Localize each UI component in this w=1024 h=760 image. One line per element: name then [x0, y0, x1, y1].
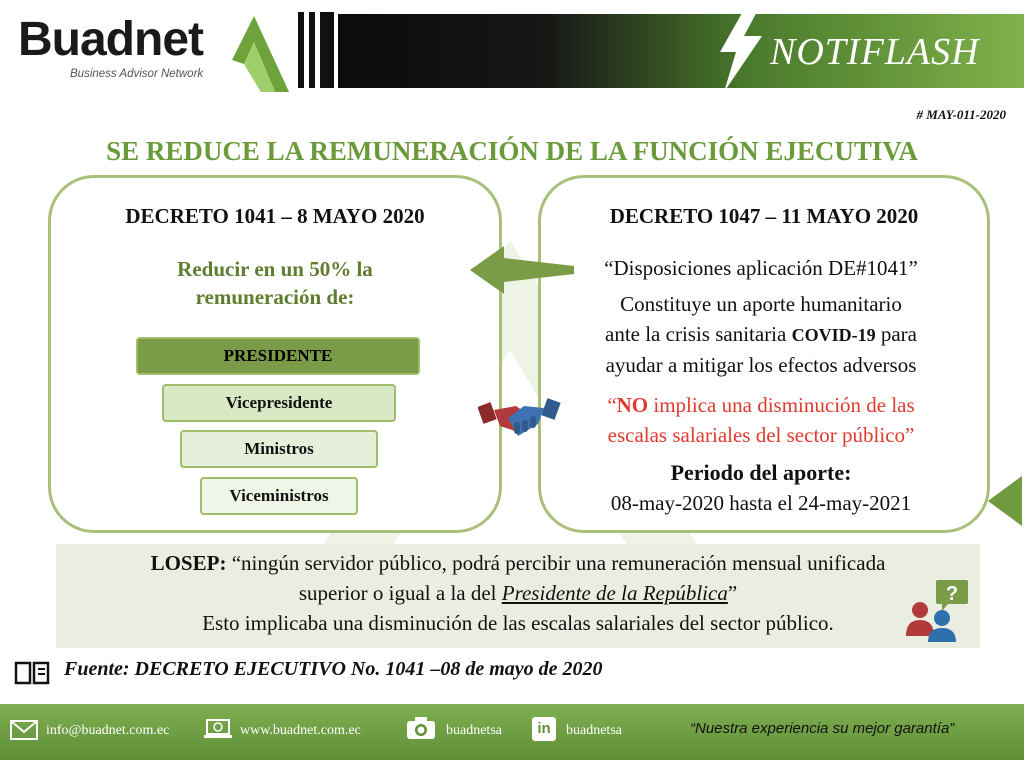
covid-label: COVID-19: [791, 325, 876, 345]
handshake-icon: [478, 392, 562, 444]
mail-icon: [10, 720, 38, 740]
humanitarian-contribution-text: [540, 289, 982, 380]
logo-subtitle: Business Advisor Network: [70, 68, 204, 80]
losep-president-reference: Presidente de la República: [501, 581, 728, 605]
tier-viceministros: Viceministros: [200, 477, 358, 515]
document-number: # MAY-011-2020: [916, 107, 1006, 122]
footer-instagram[interactable]: buadnetsa: [446, 723, 502, 738]
tier-vicepresidente: Vicepresidente: [162, 384, 396, 422]
contribution-period: [540, 458, 982, 518]
tier-presidente: PRESIDENTE: [136, 337, 420, 375]
footer-tagline: “Nuestra experiencia su mejor garantía”: [690, 720, 955, 737]
book-icon: [14, 660, 50, 686]
no-statement-line-1: implica una disminución de las: [648, 393, 915, 417]
contribution-line-1: Constituye un aporte humanitario: [620, 292, 902, 316]
decree-1041-title: DECRETO 1041 – 8 MAYO 2020: [125, 204, 425, 228]
no-quote-open: “: [607, 393, 617, 417]
losep-quote-line-1: “ningún servidor público, podrá percibir una remuneración mensual unificada: [226, 551, 886, 575]
reduction-line-1: Reducir en un 50% la: [177, 257, 373, 281]
contribution-line-2a: ante la crisis sanitaria: [605, 322, 792, 346]
reduction-text: [110, 255, 440, 311]
web-icon: [204, 718, 232, 740]
losep-quote-line-2a: superior o igual a la del: [298, 581, 502, 605]
contribution-line-2: [540, 319, 982, 350]
no-statement-line-2: escalas salariales del sector público”: [607, 423, 915, 447]
contribution-line-3: ayudar a mitigar los efectos adversos: [605, 353, 917, 377]
svg-text:?: ?: [945, 583, 959, 605]
period-value: 08-may-2020 hasta el 24-may-2021: [610, 491, 912, 515]
banner-title: NOTIFLASH: [770, 31, 980, 73]
no-word: NO: [616, 393, 649, 417]
question-people-icon: [906, 580, 972, 642]
tier-ministros: Ministros: [180, 430, 378, 468]
source-citation: Fuente: DECRETO EJECUTIVO No. 1041 –08 de mayo de 2020: [64, 658, 603, 680]
disposiciones-text: “Disposiciones aplicación DE#1041”: [604, 256, 918, 280]
main-title: SE REDUCE LA REMUNERACIÓN DE LA FUNCIÓN EJECUTIVA: [106, 136, 918, 166]
period-label: Periodo del aporte:: [670, 460, 852, 485]
losep-text: [56, 548, 980, 638]
decree-1047-title: DECRETO 1047 – 11 MAYO 2020: [609, 204, 919, 228]
arrow-right-icon: [988, 476, 1024, 526]
losep-label: LOSEP:: [150, 551, 227, 575]
camera-icon: [406, 716, 436, 740]
footer-email[interactable]: info@buadnet.com.ec: [46, 723, 170, 738]
header-divider-bars: [296, 8, 336, 92]
contribution-line-2b: para: [875, 322, 917, 346]
footer-linkedin[interactable]: buadnetsa: [566, 723, 622, 738]
linkedin-icon: in: [532, 717, 556, 741]
bolt-icon: [712, 6, 768, 92]
logo-wordmark: Buadnet: [18, 13, 203, 66]
reduction-line-2: remuneración de:: [195, 285, 355, 309]
footer-website[interactable]: www.buadnet.com.ec: [240, 723, 361, 738]
no-reduction-statement: [540, 390, 982, 450]
arrow-left-icon: [470, 246, 580, 296]
losep-line-3: Esto implicaba una disminución de las escalas salariales del sector público.: [202, 611, 834, 635]
losep-quote-close: ”: [727, 581, 738, 605]
